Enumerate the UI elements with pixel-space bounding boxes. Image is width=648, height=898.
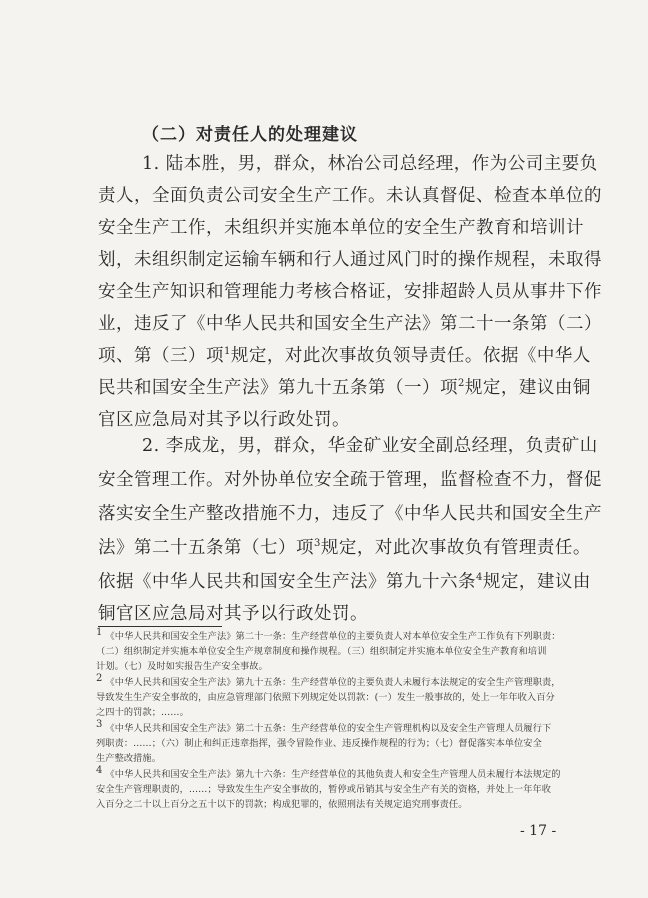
footnote-4-line-3: 入百分之二十以上百分之五十以下的罚款；构成犯罪的，依照刑法有关规定追究刑事责任。	[96, 799, 468, 810]
footnote-ref-3[interactable]: 3	[314, 538, 321, 550]
p2-line-6: 铜官区应急局对其予以行政处罚。	[98, 604, 368, 624]
footnote-2-text-1: 《中华人民共和国安全生产法》第九十五条：生产经营单位的主要负责人未履行本法规定的安全生产管理职责，	[105, 677, 561, 688]
footnote-3-line-1	[96, 720, 551, 734]
p1-line-7-b: 规定，对此次事故负领导责任。依据《中华人	[230, 346, 591, 366]
p2-line-1: 2. 李成龙，男，群众，华金矿业安全副总经理，负责矿山	[142, 436, 598, 456]
footnote-1-line-3: 计划。（七）及时如实报告生产安全事故。	[96, 661, 268, 672]
footnote-1-line-1	[96, 628, 561, 642]
p2-line-5-a: 依据《中华人民共和国安全生产法》第九十六条	[98, 572, 476, 592]
p1-line-4: 划，未组织制定运输车辆和行人通过风门时的操作规程，未取得	[98, 250, 602, 270]
section-heading: （二）对责任人的处理建议	[142, 125, 358, 145]
p2-line-4-b: 规定，对此次事故负有管理责任。	[320, 538, 591, 558]
footnote-mark-4: 4	[96, 764, 103, 776]
footnote-3-line-3: 生产整改措施。	[96, 753, 162, 764]
footnote-4-line-1	[96, 766, 561, 780]
p1-line-5: 安全生产知识和管理能力考核合格证，安排超龄人员从事井下作	[98, 282, 602, 302]
p1-line-2: 责人，全面负责公司安全生产工作。未认真督促、检查本单位的	[98, 186, 602, 206]
p2-line-5-b: 规定，建议由	[482, 572, 591, 592]
p1-line-6: 业，违反了《中华人民共和国安全生产法》第二十一条第（二）	[98, 314, 602, 334]
p1-line-9: 官区应急局对其予以行政处罚。	[98, 410, 350, 430]
footnote-mark-1: 1	[96, 626, 103, 638]
p1-line-7-a: 项、第（三）项	[98, 346, 224, 366]
footnote-ref-2[interactable]: 2	[458, 378, 465, 390]
p1-line-1: 1. 陆本胜，男，群众，林冶公司总经理，作为公司主要负	[142, 154, 598, 174]
p2-line-3: 落实安全生产整改措施不力，违反了《中华人民共和国安全生产	[98, 504, 602, 524]
footnote-ref-1[interactable]: 1	[224, 346, 231, 358]
p2-line-4	[98, 534, 591, 559]
footnote-divider	[98, 626, 222, 627]
footnote-1-text-1: 《中华人民共和国安全生产法》第二十一条：生产经营单位的主要负责人对本单位安全生产工作负有下列职责：	[105, 631, 561, 642]
p1-line-7	[98, 342, 591, 367]
footnote-2-line-1	[96, 674, 561, 688]
footnote-4-text-1: 《中华人民共和国安全生产法》第九十六条：生产经营单位的其他负责人和安全生产管理人员未履行本法规定的	[105, 769, 561, 780]
footnote-2-line-3: 之四十的罚款；……。	[96, 707, 189, 718]
footnote-ref-4[interactable]: 4	[476, 572, 483, 584]
p1-line-8-a: 民共和国安全生产法》第九十五条第（一）项	[98, 378, 458, 398]
footnote-mark-3: 3	[96, 718, 103, 730]
p2-line-2: 安全管理工作。对外协单位安全疏于管理，监督检查不力，督促	[98, 470, 602, 490]
p2-line-4-a: 法》第二十五条第（七）项	[98, 538, 314, 558]
p1-line-8	[98, 374, 591, 399]
footnote-3-text-1: 《中华人民共和国安全生产法》第二十五条：生产经营单位的安全生产管理机构以及安全生产管理人员履行下	[105, 723, 552, 734]
p1-line-8-b: 规定，建议由铜	[464, 378, 591, 398]
footnote-1-line-2: （二）组织制定并实施本单位安全生产规章制度和操作规程。（三）组织制定并实施本单位安全生产教育和培训	[96, 646, 547, 657]
p2-line-5	[98, 568, 591, 593]
footnote-mark-2: 2	[96, 672, 103, 684]
page-number: - 17 -	[520, 823, 557, 839]
footnote-4-line-2: 安全生产管理职责的，……；导致发生生产安全事故的，暂停或吊销其与安全生产有关的资格，并处上一年年收	[96, 784, 552, 795]
footnote-3-line-2: 列职责：……；（六）制止和纠正违章指挥，强令冒险作业、违反操作规程的行为；（七）督促落实本单位安全	[96, 738, 542, 749]
footnote-2-line-2: 导致发生生产安全事故的，由应急管理部门依照下列规定处以罚款：(一）发生一般事故的，处上一年年收入百分	[96, 692, 555, 703]
p1-line-3: 安全生产工作，未组织并实施本单位的安全生产教育和培训计	[98, 218, 584, 238]
